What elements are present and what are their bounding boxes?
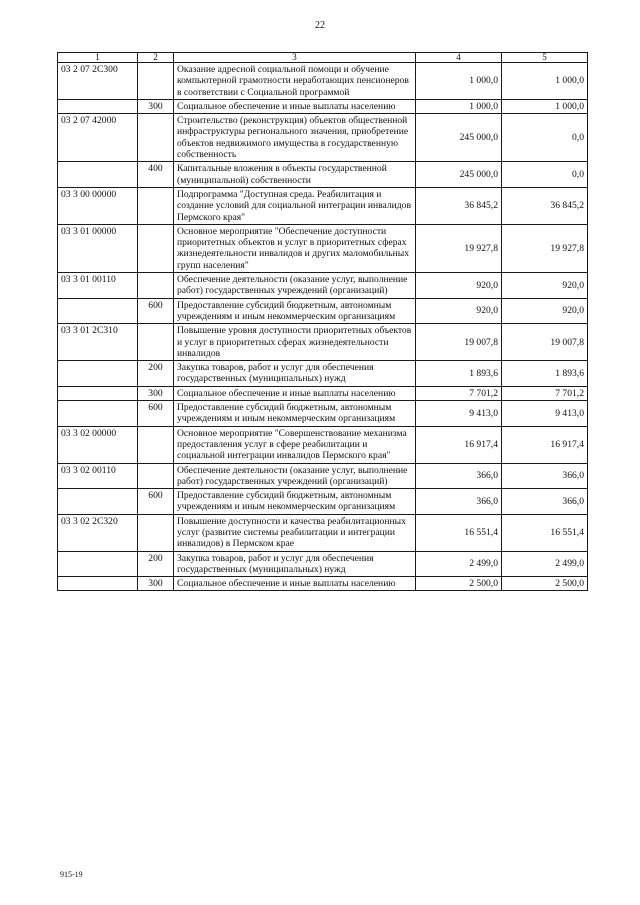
cell-amount-year-2: 1 000,0 (502, 63, 588, 100)
column-header-5: 5 (502, 53, 588, 63)
cell-target-code (58, 386, 138, 400)
cell-target-code (58, 99, 138, 113)
budget-table-wrapper (57, 52, 588, 591)
cell-expense-type: 300 (138, 577, 174, 591)
cell-item-name: Подпрограмма "Доступная среда. Реабилитация и создание условий для социальной интеграции инвалидов Пермского края" (174, 187, 416, 224)
page-number: 22 (315, 20, 325, 31)
cell-target-code: 03 3 01 2С310 (58, 324, 138, 361)
cell-amount-year-1: 2 500,0 (416, 577, 502, 591)
cell-target-code: 03 3 02 00000 (58, 426, 138, 463)
cell-target-code: 03 3 02 2С320 (58, 514, 138, 551)
cell-target-code: 03 3 01 00000 (58, 224, 138, 272)
table-row (58, 426, 588, 463)
cell-amount-year-2: 19 927,8 (502, 224, 588, 272)
cell-amount-year-1: 36 845,2 (416, 187, 502, 224)
cell-amount-year-1: 16 917,4 (416, 426, 502, 463)
cell-item-name: Предоставление субсидий бюджетным, автономным учреждениям и иным некоммерческим организациям (174, 401, 416, 427)
cell-amount-year-2: 16 551,4 (502, 514, 588, 551)
cell-amount-year-1: 9 413,0 (416, 401, 502, 427)
cell-expense-type (138, 114, 174, 162)
cell-expense-type: 600 (138, 401, 174, 427)
cell-item-name: Обеспечение деятельности (оказание услуг, выполнение работ) государственных учреждений (организаций) (174, 273, 416, 299)
table-row (58, 273, 588, 299)
cell-expense-type: 600 (138, 298, 174, 324)
cell-target-code (58, 401, 138, 427)
cell-amount-year-1: 366,0 (416, 489, 502, 515)
cell-expense-type (138, 324, 174, 361)
table-row (58, 298, 588, 324)
budget-table (57, 52, 588, 591)
cell-item-name: Социальное обеспечение и иные выплаты населению (174, 577, 416, 591)
cell-item-name: Капитальные вложения в объекты государственной (муниципальной) собственности (174, 162, 416, 188)
cell-expense-type: 300 (138, 99, 174, 113)
table-row (58, 361, 588, 387)
cell-item-name: Строительство (реконструкция) объектов общественной инфраструктуры регионального значения, приобретение объектов недвижимого имущества в государственную собственность (174, 114, 416, 162)
cell-amount-year-1: 19 927,8 (416, 224, 502, 272)
table-header-row (58, 53, 588, 63)
cell-amount-year-1: 1 893,6 (416, 361, 502, 387)
cell-expense-type: 600 (138, 489, 174, 515)
column-header-3: 3 (174, 53, 416, 63)
table-row (58, 187, 588, 224)
cell-target-code: 03 2 07 42000 (58, 114, 138, 162)
cell-item-name: Закупка товаров, работ и услуг для обеспечения государственных (муниципальных) нужд (174, 361, 416, 387)
cell-expense-type: 200 (138, 551, 174, 577)
cell-amount-year-1: 1 000,0 (416, 99, 502, 113)
cell-amount-year-2: 366,0 (502, 489, 588, 515)
cell-target-code (58, 162, 138, 188)
table-row (58, 489, 588, 515)
cell-amount-year-2: 0,0 (502, 162, 588, 188)
cell-target-code: 03 3 01 00110 (58, 273, 138, 299)
table-row (58, 224, 588, 272)
cell-amount-year-2: 1 893,6 (502, 361, 588, 387)
cell-expense-type: 200 (138, 361, 174, 387)
cell-amount-year-2: 7 701,2 (502, 386, 588, 400)
cell-amount-year-1: 2 499,0 (416, 551, 502, 577)
cell-amount-year-2: 920,0 (502, 298, 588, 324)
cell-amount-year-1: 1 000,0 (416, 63, 502, 100)
column-header-4: 4 (416, 53, 502, 63)
table-row (58, 386, 588, 400)
table-row (58, 114, 588, 162)
cell-item-name: Социальное обеспечение и иные выплаты населению (174, 99, 416, 113)
cell-amount-year-2: 1 000,0 (502, 99, 588, 113)
table-body (58, 63, 588, 591)
cell-amount-year-1: 19 007,8 (416, 324, 502, 361)
cell-amount-year-1: 7 701,2 (416, 386, 502, 400)
table-row (58, 324, 588, 361)
table-row (58, 401, 588, 427)
table-row (58, 577, 588, 591)
cell-amount-year-1: 920,0 (416, 298, 502, 324)
cell-expense-type (138, 224, 174, 272)
cell-amount-year-2: 16 917,4 (502, 426, 588, 463)
table-row (58, 551, 588, 577)
cell-target-code: 03 3 02 00110 (58, 463, 138, 489)
cell-expense-type (138, 187, 174, 224)
cell-item-name: Повышение доступности и качества реабилитационных услуг (развитие системы реабилитации и интеграции инвалидов) в Пермском крае (174, 514, 416, 551)
cell-item-name: Основное мероприятие "Совершенствование механизма предоставления услуг в сфере реабилитации и социальной интеграции инвалидов Пермского края" (174, 426, 416, 463)
cell-expense-type (138, 63, 174, 100)
cell-target-code (58, 551, 138, 577)
cell-item-name: Закупка товаров, работ и услуг для обеспечения государственных (муниципальных) нужд (174, 551, 416, 577)
cell-item-name: Повышение уровня доступности приоритетных объектов и услуг в приоритетных сферах жизнедеятельности инвалидов (174, 324, 416, 361)
cell-target-code (58, 361, 138, 387)
cell-expense-type (138, 514, 174, 551)
cell-amount-year-1: 366,0 (416, 463, 502, 489)
cell-expense-type (138, 426, 174, 463)
cell-amount-year-1: 245 000,0 (416, 162, 502, 188)
cell-target-code: 03 3 00 00000 (58, 187, 138, 224)
cell-amount-year-1: 16 551,4 (416, 514, 502, 551)
table-row (58, 63, 588, 100)
cell-amount-year-2: 2 500,0 (502, 577, 588, 591)
cell-amount-year-2: 0,0 (502, 114, 588, 162)
cell-target-code (58, 577, 138, 591)
cell-item-name: Основное мероприятие "Обеспечение доступности приоритетных объектов и услуг в приоритетных сферах жизнедеятельности инвалидов и других маломобильных групп населения" (174, 224, 416, 272)
cell-amount-year-1: 245 000,0 (416, 114, 502, 162)
cell-item-name: Обеспечение деятельности (оказание услуг, выполнение работ) государственных учреждений (организаций) (174, 463, 416, 489)
cell-amount-year-2: 19 007,8 (502, 324, 588, 361)
table-row (58, 99, 588, 113)
cell-expense-type (138, 273, 174, 299)
column-header-2: 2 (138, 53, 174, 63)
cell-expense-type: 300 (138, 386, 174, 400)
table-row (58, 162, 588, 188)
table-row (58, 463, 588, 489)
cell-item-name: Предоставление субсидий бюджетным, автономным учреждениям и иным некоммерческим организациям (174, 489, 416, 515)
cell-target-code (58, 489, 138, 515)
column-header-1: 1 (58, 53, 138, 63)
cell-item-name: Социальное обеспечение и иные выплаты населению (174, 386, 416, 400)
cell-item-name: Оказание адресной социальной помощи и обучение компьютерной грамотности неработающих пенсионеров в соответствии с Социальной программой (174, 63, 416, 100)
cell-amount-year-2: 36 845,2 (502, 187, 588, 224)
cell-amount-year-1: 920,0 (416, 273, 502, 299)
cell-item-name: Предоставление субсидий бюджетным, автономным учреждениям и иным некоммерческим организациям (174, 298, 416, 324)
cell-amount-year-2: 9 413,0 (502, 401, 588, 427)
cell-amount-year-2: 920,0 (502, 273, 588, 299)
document-footer-code: 915-19 (60, 870, 83, 879)
cell-expense-type: 400 (138, 162, 174, 188)
cell-expense-type (138, 463, 174, 489)
cell-target-code (58, 298, 138, 324)
cell-amount-year-2: 2 499,0 (502, 551, 588, 577)
cell-amount-year-2: 366,0 (502, 463, 588, 489)
cell-target-code: 03 2 07 2С300 (58, 63, 138, 100)
table-row (58, 514, 588, 551)
